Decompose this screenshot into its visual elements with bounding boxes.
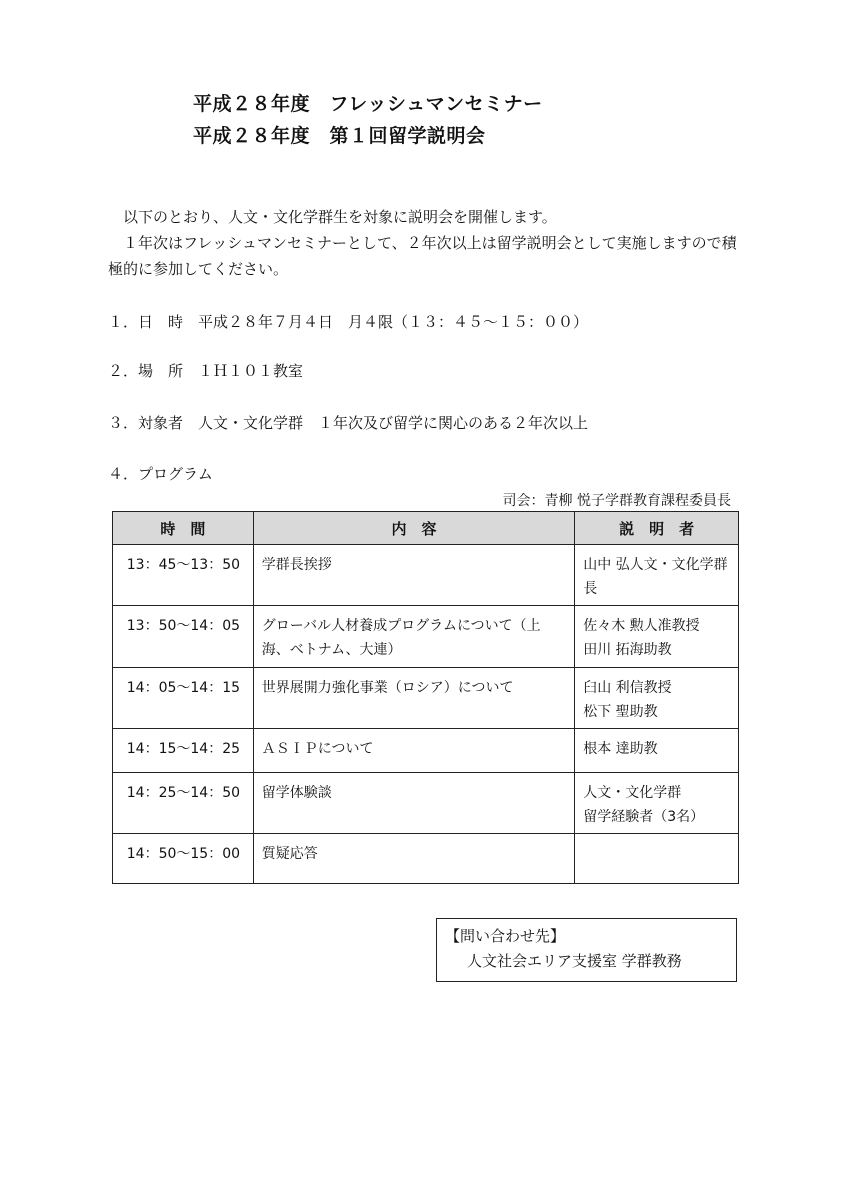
contact-box — [436, 918, 737, 982]
row-content: 留学体験談 — [253, 773, 574, 834]
chairperson: 司会：青柳 悦子学群教育課程委員長 — [502, 493, 731, 509]
row-time: 14：25～14：50 — [113, 773, 254, 834]
row-time: 14：50～15：00 — [113, 834, 254, 884]
row-content: 学群長挨拶 — [253, 545, 574, 606]
row-time: 14：15～14：25 — [113, 729, 254, 773]
item-audience: ３．対象者 人文・文化学群 １年次及び留学に関心のある２年次以上 — [108, 414, 589, 432]
document-subtitle: 平成２８年度 第１回留学説明会 — [193, 125, 486, 147]
header-content: 内 容 — [253, 512, 574, 545]
table-row — [113, 606, 739, 668]
row-presenter — [575, 834, 739, 884]
table-row — [113, 834, 739, 884]
table-row — [113, 773, 739, 834]
program-table — [112, 511, 739, 884]
row-time: 13：45～13：50 — [113, 545, 254, 606]
row-time: 13：50～14：05 — [113, 606, 254, 668]
row-presenter: 根本 達助教 — [575, 729, 739, 773]
header-presenter: 説 明 者 — [575, 512, 739, 545]
row-content: ＡＳＩＰについて — [253, 729, 574, 773]
row-content: 質疑応答 — [253, 834, 574, 884]
row-presenter: 臼山 利信教授 松下 聖助教 — [575, 668, 739, 729]
document-title: 平成２８年度 フレッシュマンセミナー — [193, 93, 543, 115]
intro-paragraph — [108, 204, 740, 282]
item-program: ４．プログラム — [108, 465, 213, 483]
row-content: 世界展開力強化事業（ロシア）について — [253, 668, 574, 729]
intro-line: １年次はフレッシュマンセミナーとして、２年次以上は留学説明会として実施しますので積極的に参加してください。 — [108, 234, 737, 278]
row-presenter: 人文・文化学群 留学経験者（3名） — [575, 773, 739, 834]
contact-heading: 【問い合わせ先】 — [445, 927, 566, 945]
contact-office: 人文社会エリア支援室 学群教務 — [467, 952, 682, 970]
item-datetime: １．日 時 平成２８年７月４日 月４限（１３：４５～１５：００） — [108, 313, 589, 331]
row-content: グローバル人材養成プログラムについて（上海、ベトナム、大連） — [253, 606, 574, 668]
intro-line: 以下のとおり、人文・文化学群生を対象に説明会を開催します。 — [123, 208, 557, 226]
table-header-row — [113, 512, 739, 545]
table-row — [113, 668, 739, 729]
row-time: 14：05～14：15 — [113, 668, 254, 729]
table-row — [113, 545, 739, 606]
row-presenter: 佐々木 勲人准教授 田川 拓海助教 — [575, 606, 739, 668]
item-place: ２．場 所 １Ｈ１０１教室 — [108, 362, 304, 380]
header-time: 時 間 — [113, 512, 254, 545]
row-presenter: 山中 弘人文・文化学群長 — [575, 545, 739, 606]
table-row — [113, 729, 739, 773]
